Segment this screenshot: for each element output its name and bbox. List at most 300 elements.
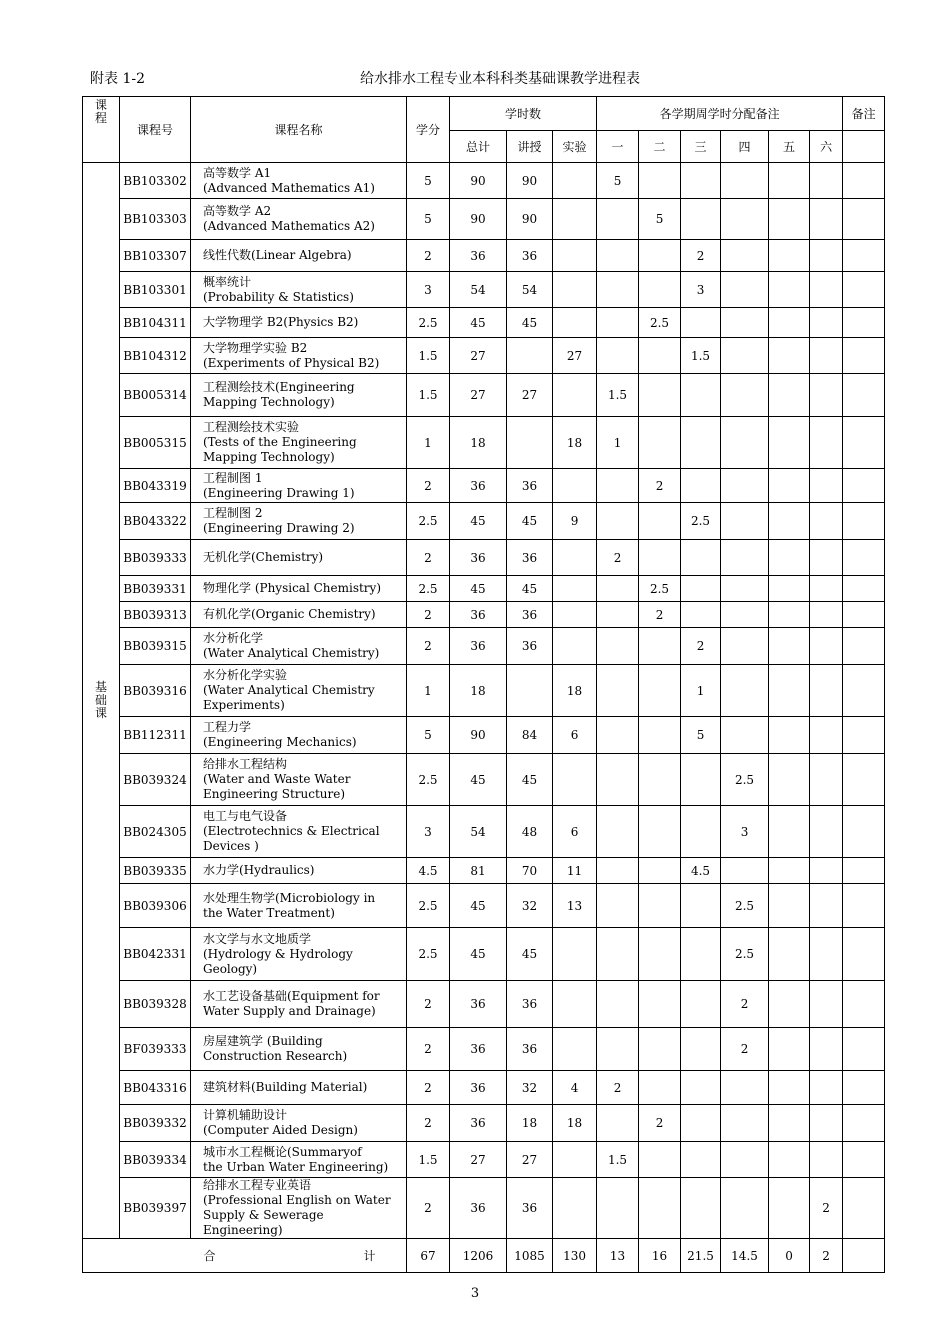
course-name-en: Mapping Technology) <box>203 395 335 409</box>
course-total-hours: 90 <box>450 163 507 199</box>
course-row <box>83 981 885 1028</box>
course-row <box>83 1105 885 1142</box>
course-term-1 <box>597 469 639 503</box>
course-lab-hours <box>553 240 597 272</box>
course-term-1 <box>597 503 639 540</box>
course-remarks <box>843 338 885 374</box>
course-lecture-hours: 32 <box>507 884 553 928</box>
course-name-zh: 工程测绘技术实验 <box>203 420 300 434</box>
course-term-2 <box>639 928 681 981</box>
totals-term-1: 13 <box>597 1239 639 1273</box>
course-row <box>83 374 885 417</box>
course-term-1 <box>597 576 639 602</box>
course-term-1 <box>597 199 639 240</box>
course-remarks <box>843 576 885 602</box>
course-lab-hours <box>553 272 597 308</box>
course-term-6 <box>810 628 843 665</box>
course-lab-hours <box>553 308 597 338</box>
totals-credits: 67 <box>407 1239 450 1273</box>
course-code: BB005314 <box>120 374 191 417</box>
course-term-5 <box>769 272 810 308</box>
course-total-hours: 27 <box>450 374 507 417</box>
header-hours: 学时数 <box>450 97 597 131</box>
header-term-4: 四 <box>721 131 769 163</box>
course-remarks <box>843 540 885 576</box>
course-code: BB039324 <box>120 754 191 806</box>
course-remarks <box>843 1028 885 1071</box>
course-code: BB103307 <box>120 240 191 272</box>
course-term-6 <box>810 754 843 806</box>
course-term-5 <box>769 858 810 884</box>
course-lecture-hours: 36 <box>507 469 553 503</box>
course-row <box>83 1178 885 1239</box>
course-code: BB039316 <box>120 665 191 717</box>
course-code: BB104312 <box>120 338 191 374</box>
course-term-6 <box>810 540 843 576</box>
course-lecture-hours: 27 <box>507 1142 553 1178</box>
course-term-3: 2 <box>681 628 721 665</box>
course-term-3 <box>681 308 721 338</box>
course-term-6 <box>810 338 843 374</box>
course-lecture-hours: 45 <box>507 308 553 338</box>
course-term-4 <box>721 308 769 338</box>
course-term-3: 4.5 <box>681 858 721 884</box>
course-name-zh: 计算机辅助设计 <box>203 1108 288 1122</box>
course-term-2 <box>639 628 681 665</box>
header-category: 课程 <box>83 97 120 163</box>
course-term-1 <box>597 602 639 628</box>
course-term-5 <box>769 163 810 199</box>
course-total-hours: 36 <box>450 1105 507 1142</box>
course-total-hours: 18 <box>450 665 507 717</box>
course-remarks <box>843 628 885 665</box>
course-term-5 <box>769 1028 810 1071</box>
course-total-hours: 36 <box>450 1028 507 1071</box>
course-term-2 <box>639 717 681 754</box>
course-code: BB043316 <box>120 1071 191 1105</box>
course-name-en: (Engineering Drawing 2) <box>203 521 355 535</box>
course-name-en: (Electrotechnics & Electrical Devices ) <box>203 824 380 853</box>
course-term-5 <box>769 717 810 754</box>
course-term-2: 5 <box>639 199 681 240</box>
course-term-1 <box>597 928 639 981</box>
course-term-6 <box>810 576 843 602</box>
course-lab-hours <box>553 928 597 981</box>
course-term-4: 2.5 <box>721 928 769 981</box>
course-lecture-hours: 36 <box>507 1178 553 1239</box>
course-total-hours: 27 <box>450 338 507 374</box>
course-term-3 <box>681 374 721 417</box>
course-name-en: (Probability & Statistics) <box>203 289 354 304</box>
course-name <box>191 199 407 240</box>
course-row <box>83 199 885 240</box>
course-term-2: 2 <box>639 602 681 628</box>
course-name-zh: 房屋建筑学 (Building <box>203 1034 323 1048</box>
course-term-5 <box>769 628 810 665</box>
course-row <box>83 858 885 884</box>
course-name-zh: 水力学(Hydraulics) <box>203 863 315 877</box>
course-row <box>83 717 885 754</box>
course-row <box>83 1028 885 1071</box>
course-term-4: 2.5 <box>721 884 769 928</box>
header-lab: 实验 <box>553 131 597 163</box>
course-name-zh: 工程制图 1 <box>203 470 263 485</box>
course-total-hours: 45 <box>450 308 507 338</box>
course-remarks <box>843 1142 885 1178</box>
course-term-5 <box>769 1071 810 1105</box>
course-term-4: 2 <box>721 981 769 1028</box>
course-lab-hours <box>553 628 597 665</box>
course-term-6 <box>810 199 843 240</box>
course-remarks <box>843 1071 885 1105</box>
course-credits: 2.5 <box>407 754 450 806</box>
course-term-2 <box>639 417 681 469</box>
course-credits: 5 <box>407 717 450 754</box>
course-row <box>83 417 885 469</box>
course-term-1 <box>597 272 639 308</box>
course-term-5 <box>769 928 810 981</box>
header-term-2: 二 <box>639 131 681 163</box>
header-term-1: 一 <box>597 131 639 163</box>
totals-label <box>83 1239 407 1273</box>
course-lecture-hours: 18 <box>507 1105 553 1142</box>
course-code: BB103301 <box>120 272 191 308</box>
totals-remarks <box>843 1239 885 1273</box>
course-lecture-hours: 48 <box>507 806 553 858</box>
course-row <box>83 576 885 602</box>
course-term-2 <box>639 1028 681 1071</box>
table-title: 给水排水工程专业本科科类基础课教学进程表 <box>360 71 640 87</box>
course-term-1 <box>597 1178 639 1239</box>
header-lecture: 讲授 <box>507 131 553 163</box>
course-lab-hours: 11 <box>553 858 597 884</box>
course-code: BB039335 <box>120 858 191 884</box>
course-row <box>83 240 885 272</box>
course-lecture-hours: 90 <box>507 163 553 199</box>
course-name-zh: 物理化学 (Physical Chemistry) <box>203 581 382 595</box>
course-code: BB039333 <box>120 540 191 576</box>
course-term-1: 1.5 <box>597 374 639 417</box>
course-term-3: 2.5 <box>681 503 721 540</box>
course-name <box>191 602 407 628</box>
course-term-6 <box>810 981 843 1028</box>
course-name-en: (Engineering Drawing 1) <box>203 485 355 500</box>
course-schedule-table <box>82 96 885 1273</box>
course-row <box>83 665 885 717</box>
course-row <box>83 308 885 338</box>
course-term-1 <box>597 754 639 806</box>
course-total-hours: 36 <box>450 981 507 1028</box>
header-total: 总计 <box>450 131 507 163</box>
course-lab-hours: 6 <box>553 806 597 858</box>
course-lab-hours <box>553 576 597 602</box>
course-term-2 <box>639 374 681 417</box>
course-term-2 <box>639 665 681 717</box>
course-name-zh: 水文学与水文地质学 <box>203 931 312 946</box>
course-lab-hours <box>553 374 597 417</box>
course-term-2 <box>639 858 681 884</box>
course-remarks <box>843 884 885 928</box>
course-term-3 <box>681 602 721 628</box>
course-name <box>191 1028 407 1071</box>
course-term-1 <box>597 806 639 858</box>
course-term-2: 2 <box>639 469 681 503</box>
course-credits: 2 <box>407 540 450 576</box>
course-lecture-hours <box>507 665 553 717</box>
course-credits: 1.5 <box>407 1142 450 1178</box>
course-term-6 <box>810 928 843 981</box>
course-term-1: 1.5 <box>597 1142 639 1178</box>
category-cell <box>83 163 120 1239</box>
course-row <box>83 806 885 858</box>
course-credits: 2.5 <box>407 928 450 981</box>
course-name <box>191 1142 407 1178</box>
course-name-en: (Advanced Mathematics A2) <box>203 219 375 233</box>
totals-lecture: 1085 <box>507 1239 553 1273</box>
course-credits: 2 <box>407 628 450 665</box>
course-term-3 <box>681 754 721 806</box>
course-lecture-hours: 45 <box>507 576 553 602</box>
course-lecture-hours: 45 <box>507 928 553 981</box>
totals-term-4: 14.5 <box>721 1239 769 1273</box>
course-term-4 <box>721 1105 769 1142</box>
course-term-2 <box>639 1178 681 1239</box>
course-lecture-hours: 84 <box>507 717 553 754</box>
course-name-en: (Water Analytical Chemistry) <box>203 646 380 660</box>
course-lab-hours: 27 <box>553 338 597 374</box>
course-credits: 1.5 <box>407 374 450 417</box>
course-term-1: 2 <box>597 1071 639 1105</box>
course-term-3 <box>681 1142 721 1178</box>
header-term-6: 六 <box>810 131 843 163</box>
course-name <box>191 417 407 469</box>
course-term-2: 2.5 <box>639 308 681 338</box>
page-number: 3 <box>470 1286 480 1301</box>
header-code: 课程号 <box>120 97 191 163</box>
course-term-2 <box>639 754 681 806</box>
course-term-1 <box>597 981 639 1028</box>
course-name-en: (Hydrology & Hydrology Geology) <box>203 946 353 976</box>
course-term-5 <box>769 665 810 717</box>
course-term-4 <box>721 503 769 540</box>
course-name <box>191 628 407 665</box>
course-row <box>83 884 885 928</box>
course-name-zh: 概率统计 <box>203 274 252 289</box>
course-term-6 <box>810 163 843 199</box>
course-lab-hours: 4 <box>553 1071 597 1105</box>
course-name-zh: 电工与电气设备 <box>203 809 288 823</box>
course-credits: 5 <box>407 199 450 240</box>
course-term-5 <box>769 469 810 503</box>
course-credits: 2.5 <box>407 884 450 928</box>
course-row <box>83 469 885 503</box>
course-term-2 <box>639 1071 681 1105</box>
course-term-4: 2.5 <box>721 754 769 806</box>
course-term-4 <box>721 1142 769 1178</box>
course-term-1 <box>597 338 639 374</box>
course-term-1 <box>597 884 639 928</box>
course-term-6 <box>810 374 843 417</box>
course-term-2 <box>639 163 681 199</box>
course-term-2 <box>639 981 681 1028</box>
course-lecture-hours: 54 <box>507 272 553 308</box>
course-term-5 <box>769 199 810 240</box>
course-name <box>191 806 407 858</box>
course-code: BB024305 <box>120 806 191 858</box>
course-name-en: (Tests of the Engineering Mapping Technology) <box>203 435 357 464</box>
course-lecture-hours: 45 <box>507 754 553 806</box>
course-remarks <box>843 417 885 469</box>
course-name-zh: 水处理生物学(Microbiology in <box>203 890 376 905</box>
course-term-6 <box>810 469 843 503</box>
course-term-6 <box>810 240 843 272</box>
totals-term-5: 0 <box>769 1239 810 1273</box>
course-term-4 <box>721 576 769 602</box>
course-term-6 <box>810 1105 843 1142</box>
course-term-2 <box>639 240 681 272</box>
course-name-zh: 水分析化学 <box>203 631 264 645</box>
course-code: BB039397 <box>120 1178 191 1239</box>
course-term-3 <box>681 928 721 981</box>
course-term-2 <box>639 540 681 576</box>
course-remarks <box>843 858 885 884</box>
course-code: BB039332 <box>120 1105 191 1142</box>
course-name-zh: 工程制图 2 <box>203 506 263 520</box>
course-name-en: (Advanced Mathematics A1) <box>203 180 375 195</box>
course-term-6 <box>810 308 843 338</box>
course-lecture-hours: 36 <box>507 540 553 576</box>
course-name <box>191 858 407 884</box>
header-term-3: 三 <box>681 131 721 163</box>
course-term-2 <box>639 884 681 928</box>
course-rows <box>83 163 885 1239</box>
course-remarks <box>843 806 885 858</box>
course-name-en: (Professional English on Water Supply & Sewerage Engineering) <box>203 1193 391 1237</box>
header-remarks-sub <box>843 131 885 163</box>
course-credits: 5 <box>407 163 450 199</box>
course-total-hours: 36 <box>450 602 507 628</box>
course-name <box>191 540 407 576</box>
course-total-hours: 36 <box>450 469 507 503</box>
course-term-6 <box>810 858 843 884</box>
course-term-6 <box>810 602 843 628</box>
course-term-3: 2 <box>681 240 721 272</box>
course-term-3 <box>681 806 721 858</box>
course-name-en: (Engineering Mechanics) <box>203 735 357 749</box>
course-term-3: 1.5 <box>681 338 721 374</box>
course-row <box>83 338 885 374</box>
course-term-1 <box>597 858 639 884</box>
course-total-hours: 27 <box>450 1142 507 1178</box>
course-name-en: (Computer Aided Design) <box>203 1123 358 1137</box>
course-name-zh: 大学物理学实验 B2 <box>203 340 308 355</box>
course-credits: 2.5 <box>407 308 450 338</box>
totals-label-right: 计 <box>363 1249 376 1263</box>
course-lab-hours <box>553 1028 597 1071</box>
course-name-zh: 水分析化学实验 <box>203 668 288 682</box>
course-term-5 <box>769 540 810 576</box>
course-lecture-hours: 36 <box>507 240 553 272</box>
header-semesters: 各学期周学时分配备注 <box>597 97 843 131</box>
course-remarks <box>843 308 885 338</box>
totals-term-3: 21.5 <box>681 1239 721 1273</box>
header-term-5: 五 <box>769 131 810 163</box>
course-term-3 <box>681 417 721 469</box>
course-total-hours: 36 <box>450 628 507 665</box>
course-term-6 <box>810 806 843 858</box>
course-total-hours: 81 <box>450 858 507 884</box>
course-total-hours: 54 <box>450 272 507 308</box>
course-remarks <box>843 981 885 1028</box>
course-remarks <box>843 272 885 308</box>
course-lecture-hours: 45 <box>507 503 553 540</box>
header-name: 课程名称 <box>191 97 407 163</box>
course-lecture-hours: 90 <box>507 199 553 240</box>
course-name <box>191 1105 407 1142</box>
course-code: BB042331 <box>120 928 191 981</box>
course-total-hours: 45 <box>450 576 507 602</box>
course-name-zh: 城市水工程概论(Summaryof <box>203 1144 362 1159</box>
course-term-3 <box>681 981 721 1028</box>
course-credits: 3 <box>407 272 450 308</box>
course-name <box>191 754 407 806</box>
course-name <box>191 272 407 308</box>
course-row <box>83 163 885 199</box>
course-code: BB103303 <box>120 199 191 240</box>
course-row <box>83 928 885 981</box>
course-remarks <box>843 1178 885 1239</box>
course-name-zh: 水工艺设备基础(Equipment for <box>203 989 380 1003</box>
course-term-6: 2 <box>810 1178 843 1239</box>
course-lecture-hours <box>507 338 553 374</box>
header-remarks: 备注 <box>843 97 885 131</box>
course-term-3: 3 <box>681 272 721 308</box>
course-lecture-hours: 36 <box>507 1028 553 1071</box>
course-term-4 <box>721 628 769 665</box>
course-term-1 <box>597 717 639 754</box>
course-name-zh: 大学物理学 B2(Physics B2) <box>203 315 359 329</box>
course-code: BB005315 <box>120 417 191 469</box>
course-code: BB112311 <box>120 717 191 754</box>
course-credits: 2 <box>407 469 450 503</box>
category-label: 基础课 <box>94 680 107 720</box>
course-total-hours: 18 <box>450 417 507 469</box>
course-term-1 <box>597 240 639 272</box>
course-term-1 <box>597 308 639 338</box>
course-total-hours: 54 <box>450 806 507 858</box>
course-credits: 2 <box>407 1178 450 1239</box>
course-term-4 <box>721 374 769 417</box>
course-code: BB039315 <box>120 628 191 665</box>
course-credits: 2 <box>407 240 450 272</box>
course-total-hours: 45 <box>450 884 507 928</box>
course-code: BB103302 <box>120 163 191 199</box>
course-term-4: 3 <box>721 806 769 858</box>
course-term-4 <box>721 1178 769 1239</box>
totals-term-6: 2 <box>810 1239 843 1273</box>
course-term-4 <box>721 858 769 884</box>
course-remarks <box>843 163 885 199</box>
course-name-zh: 无机化学(Chemistry) <box>203 550 324 564</box>
course-term-6 <box>810 1071 843 1105</box>
course-lab-hours: 18 <box>553 417 597 469</box>
course-credits: 2.5 <box>407 576 450 602</box>
course-row <box>83 602 885 628</box>
course-term-1 <box>597 1028 639 1071</box>
course-name <box>191 240 407 272</box>
course-code: BB043322 <box>120 503 191 540</box>
totals-total: 1206 <box>450 1239 507 1273</box>
